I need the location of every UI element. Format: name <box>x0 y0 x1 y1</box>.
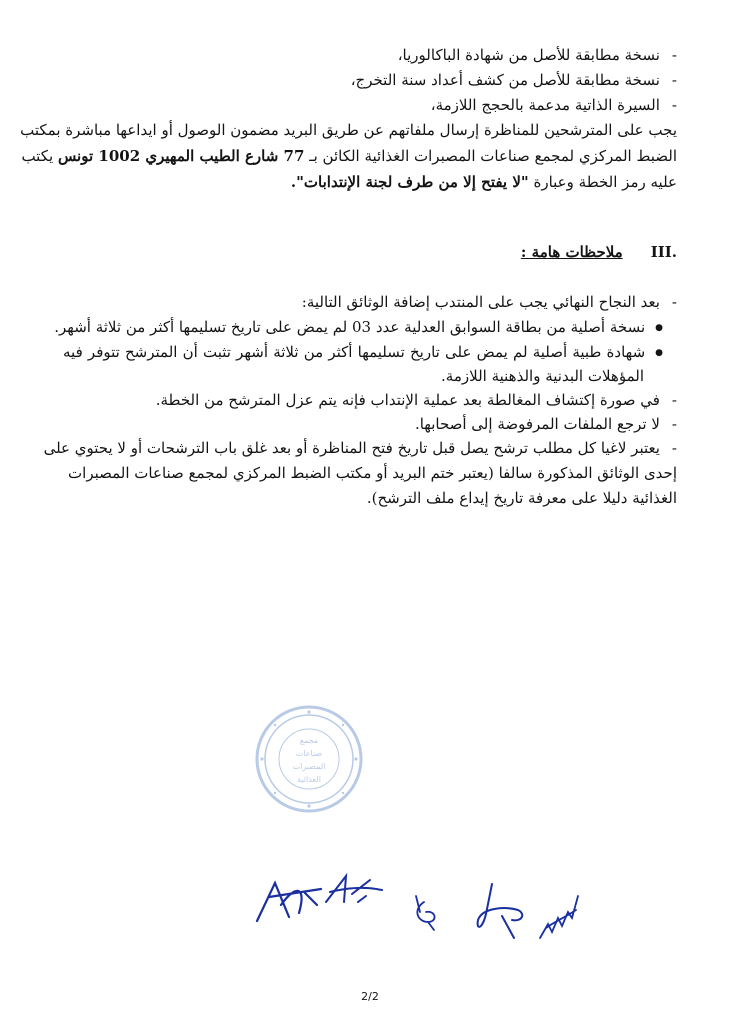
stamp-text-line: صناعات <box>295 749 323 758</box>
section-number: .III <box>650 243 677 261</box>
submission-paragraph-line: يجب على المترشحين للمناظرة إرسال ملفاتهم عن طريق البريد مضمون الوصول أو ايداعها مباشرة بمكتب <box>20 121 677 139</box>
envelope-note: "لا يفتح إلا من طرف لجنة الإنتدابات". <box>290 173 529 191</box>
submission-paragraph-line: عليه رمز الخطة وعبارة "لا يفتح إلا من طرف لجنة الإنتدابات". <box>290 173 677 191</box>
signature <box>474 880 530 946</box>
stamp-text-line: المصبرات <box>292 762 326 771</box>
note-item-continuation: الغذائية دليلا على معرفة تاريخ إيداع ملف الترشح). <box>366 489 677 507</box>
note-intro: - بعد النجاح النهائي يجب على المنتدب إضافة الوثائق التالية: <box>302 292 677 312</box>
submission-paragraph-line: الضبط المركزي لمجمع صناعات المصبرات الغذائية الكائن بـ 77 شارع الطيب المهيري 1002 تونس يكتب <box>21 147 677 165</box>
note-item: - يعتبر لاغيا كل مطلب ترشح يصل قبل تاريخ فتح المناظرة أو بعد غلق باب الترشحات أو لا يحتوي على <box>57 438 677 458</box>
signature <box>408 892 444 936</box>
note-bullet-continuation: المؤهلات البدنية والذهنية اللازمة. <box>441 367 644 385</box>
note-bullet: ● شهادة طبية أصلية لم يمض على تاريخ تسليمها أكثر من ثلاثة أشهر تثبت أن المترشح تتوفر فيه <box>63 342 663 363</box>
document-item: - السيرة الذاتية مدعمة بالحجج اللازمة، <box>431 95 677 115</box>
note-item: - في صورة إكتشاف المغالطة بعد عملية الإنتداب فإنه يتم عزل المترشح من الخطة. <box>156 390 677 410</box>
note-item: - لا ترجع الملفات المرفوضة إلى أصحابها. <box>415 414 677 434</box>
page-number: 2/2 <box>361 990 379 1003</box>
stamp-text-line: الغذائية <box>297 775 321 784</box>
document-item: - نسخة مطابقة للأصل من كشف أعداد سنة التخرج، <box>351 70 677 90</box>
signature <box>536 888 582 948</box>
note-bullet: ● نسخة أصلية من بطاقة السوابق العدلية عدد 03 لم يمض على تاريخ تسليمها أكثر من ثلاثة أشهر. <box>54 317 663 338</box>
signature <box>322 872 386 916</box>
section-heading <box>521 243 677 261</box>
note-item-continuation: إحدى الوثائق المذكورة سالفا (يعتبر ختم البريد أو مكتب الضبط المركزي لمجمع صناعات المصبرات <box>68 464 677 482</box>
document-item: - نسخة مطابقة للأصل من شهادة الباكالوريا، <box>398 45 677 65</box>
section-title: ملاحظات هامة : <box>520 243 623 261</box>
organization-stamp <box>253 703 365 815</box>
address-text: 77 شارع الطيب المهيري 1002 تونس <box>57 147 305 165</box>
signature <box>255 875 325 929</box>
stamp-text-line: مجمع <box>299 736 319 745</box>
